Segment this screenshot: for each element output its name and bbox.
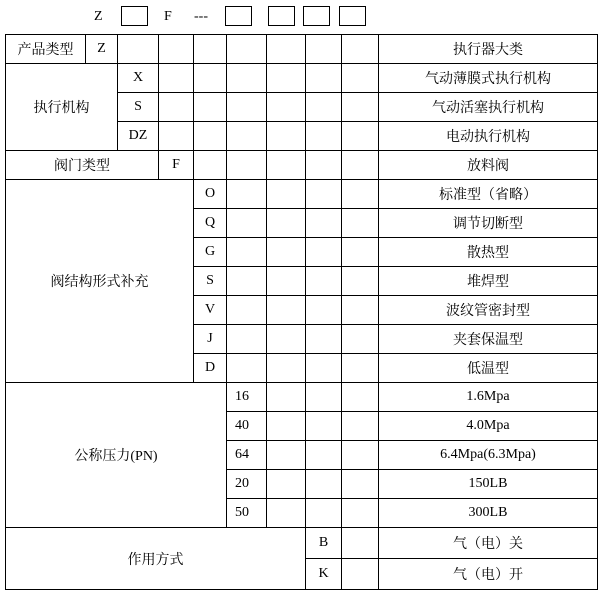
code-box-3 [268,6,295,26]
row-label-actuator: 执行机构 [6,64,118,151]
desc-cell: 放料阀 [379,151,598,180]
desc-cell: 150LB [379,470,598,499]
desc-cell: 波纹管密封型 [379,296,598,325]
code-cell: X [118,64,159,93]
desc-cell: 电动执行机构 [379,122,598,151]
model-code-line [0,0,604,34]
desc-cell: 气（电）关 [379,528,598,559]
desc-cell: 低温型 [379,354,598,383]
code-cell: 20 [227,470,267,499]
desc-cell: 1.6Mpa [379,383,598,412]
code-cell: S [118,93,159,122]
code-cell: D [194,354,227,383]
table-row [6,180,598,209]
row-label-action: 作用方式 [6,528,306,590]
code-cell: 16 [227,383,267,412]
code-cell: Z [86,35,118,64]
code-cell: 64 [227,441,267,470]
code-cell: K [306,559,342,590]
desc-cell: 6.4Mpa(6.3Mpa) [379,441,598,470]
code-cell: Q [194,209,227,238]
code-cell: G [194,238,227,267]
code-box-2 [225,6,252,26]
desc-cell: 4.0Mpa [379,412,598,441]
desc-cell: 散热型 [379,238,598,267]
model-spec-table [5,34,598,590]
code-series: F [164,9,172,24]
desc-cell: 堆焊型 [379,267,598,296]
code-cell: 50 [227,499,267,528]
code-cell: S [194,267,227,296]
desc-cell: 气动薄膜式执行机构 [379,64,598,93]
table-row [6,35,598,64]
code-cell: J [194,325,227,354]
desc-cell: 执行器大类 [379,35,598,64]
code-box-1 [121,6,148,26]
code-cell: B [306,528,342,559]
row-label-structure: 阀结构形式补充 [6,180,194,383]
desc-cell: 夹套保温型 [379,325,598,354]
code-box-4 [303,6,330,26]
code-cell: V [194,296,227,325]
code-cell: DZ [118,122,159,151]
desc-cell: 300LB [379,499,598,528]
table-row [6,64,598,93]
code-cell: 40 [227,412,267,441]
code-box-5 [339,6,366,26]
desc-cell: 气（电）开 [379,559,598,590]
desc-cell: 调节切断型 [379,209,598,238]
desc-cell: 气动活塞执行机构 [379,93,598,122]
table-row [6,383,598,412]
code-cell: O [194,180,227,209]
code-dashes: --- [194,9,208,24]
table-row [6,528,598,559]
table-row [6,151,598,180]
code-cell: F [159,151,194,180]
row-label-valve-type: 阀门类型 [6,151,159,180]
desc-cell: 标准型（省略） [379,180,598,209]
row-label-pressure: 公称压力(PN) [6,383,227,528]
code-prefix: Z [94,9,103,24]
row-label-product-type: 产品类型 [6,35,86,64]
